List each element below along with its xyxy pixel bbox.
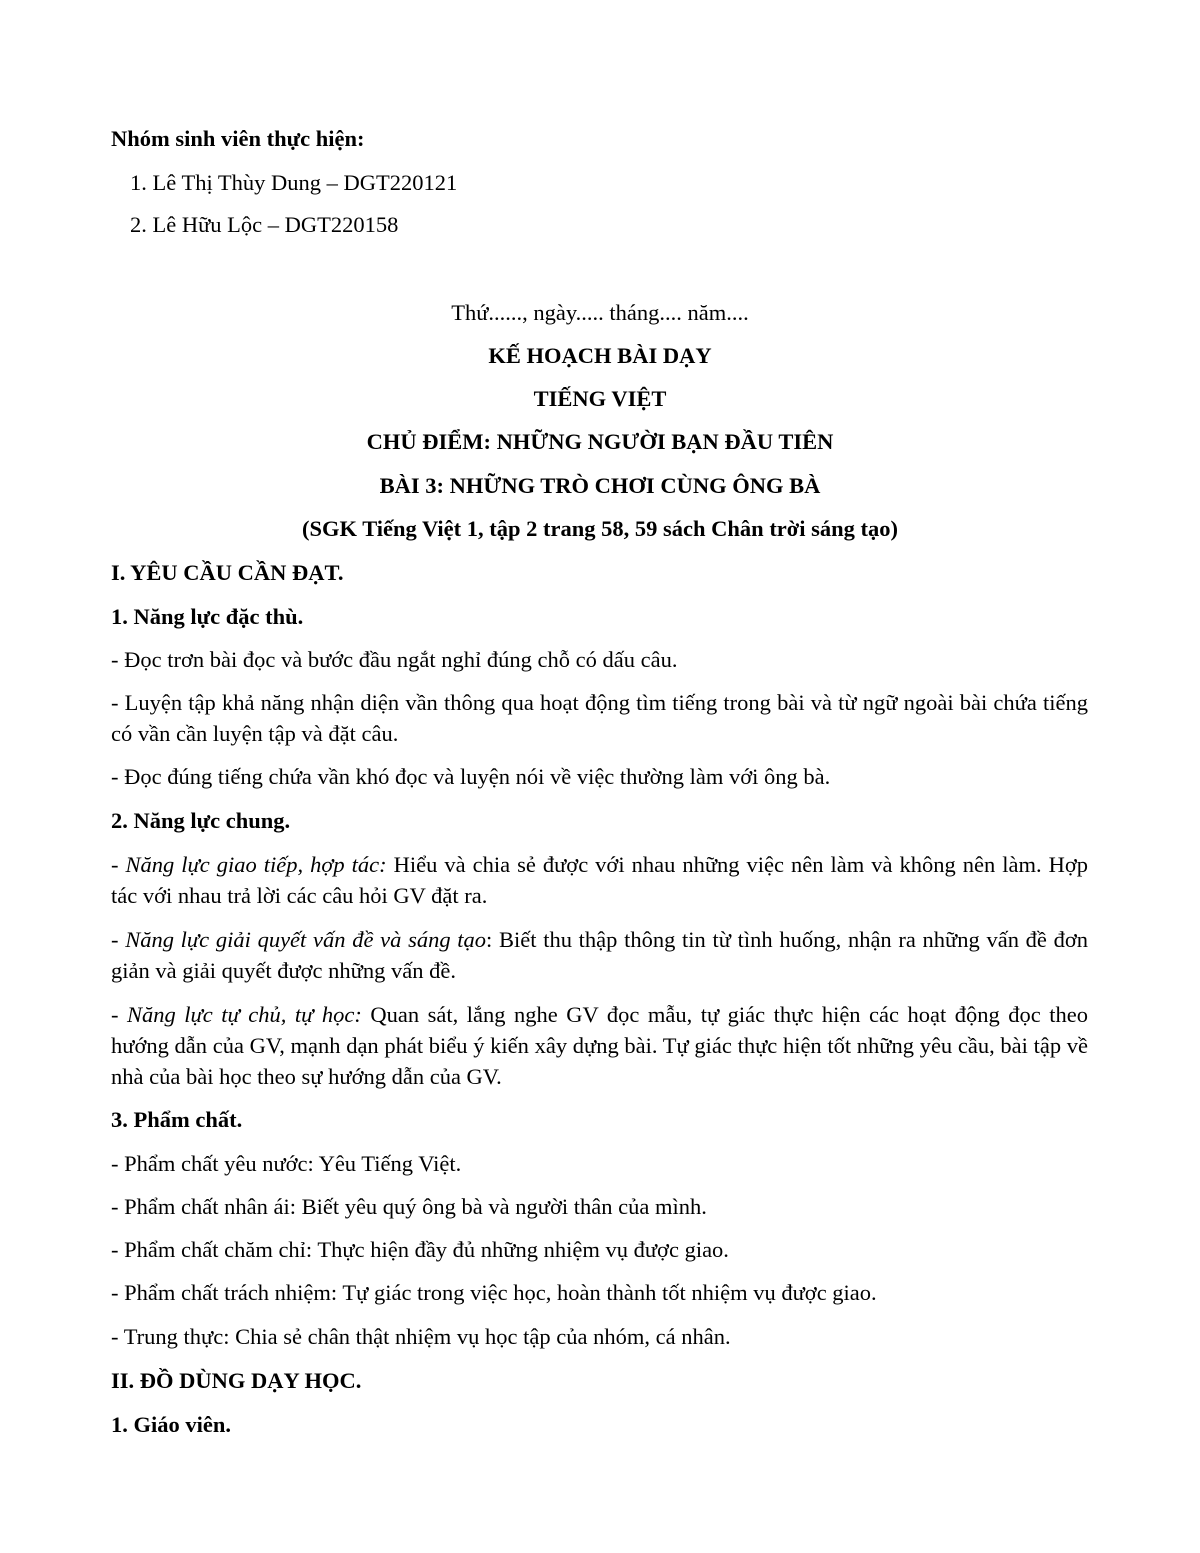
list-item: - Trung thực: Chia sẻ chân thật nhiệm vụ học tập của nhóm, cá nhân. <box>111 1324 731 1349</box>
subject-title: TIẾNG VIỆT <box>533 386 667 411</box>
item-text: Quan sát, lắng nghe GV đọc mẫu, tự giác thực hiện các hoạt động đọc theo hướng dẫn của GV, mạnh dạn phát biểu ý kiến xây dựng bài. Tự giác thực hiện tốt những yêu cầu, bài tập về nhà của bài học theo sự hướng dẫn của GV. <box>111 1002 1088 1089</box>
theme-title: CHỦ ĐIỂM: NHỮNG NGƯỜI BẠN ĐẦU TIÊN <box>366 429 834 454</box>
source-line: (SGK Tiếng Việt 1, tập 2 trang 58, 59 sách Chân trời sáng tạo) <box>301 516 899 541</box>
subsection-heading: 2. Năng lực chung. <box>111 808 291 833</box>
list-item: - Phẩm chất trách nhiệm: Tự giác trong việc học, hoàn thành tốt nhiệm vụ được giao. <box>111 1280 877 1305</box>
item-text: : Biết thu thập thông tin từ tình huống, nhận ra những vấn đề đơn giản và giải quyết được những vấn đề. <box>111 927 1088 983</box>
list-item: - Phẩm chất nhân ái: Biết yêu quý ông bà và người thân của mình. <box>111 1194 707 1219</box>
list-item: - Phẩm chất yêu nước: Yêu Tiếng Việt. <box>111 1151 462 1176</box>
subsection-heading: 1. Giáo viên. <box>111 1412 232 1437</box>
subsection-heading: 1. Năng lực đặc thù. <box>111 604 304 629</box>
list-item: - Đọc trơn bài đọc và bước đầu ngắt nghỉ đúng chỗ có dấu câu. <box>111 647 678 672</box>
list-item <box>111 924 1088 986</box>
subsection-heading: 3. Phẩm chất. <box>111 1107 243 1132</box>
item-label: - Năng lực giao tiếp, hợp tác: <box>111 852 387 877</box>
item-label: - Năng lực giải quyết vấn đề và sáng tạo <box>111 927 487 952</box>
list-item: - Phẩm chất chăm chỉ: Thực hiện đầy đủ những nhiệm vụ được giao. <box>111 1237 729 1262</box>
section-heading: II. ĐỒ DÙNG DẠY HỌC. <box>111 1368 362 1393</box>
item-label: - Năng lực tự chủ, tự học: <box>111 1002 362 1027</box>
date-line: Thứ......, ngày..... tháng.... năm.... <box>451 300 749 325</box>
list-item: - Luyện tập khả năng nhận diện vần thông qua hoạt động tìm tiếng trong bài và từ ngữ ngoài bài chứa tiếng có vần cần luyện tập và đặt câu. <box>111 690 1088 746</box>
item-text: Hiểu và chia sẻ được với nhau những việc nên làm và không nên làm. Hợp tác với nhau trả lời các câu hỏi GV đặt ra. <box>111 852 1088 908</box>
lesson-title: BÀI 3: NHỮNG TRÒ CHƠI CÙNG ÔNG BÀ <box>379 473 821 498</box>
list-item <box>111 849 1088 911</box>
member-item: 1. Lê Thị Thùy Dung – DGT220121 <box>130 170 458 195</box>
section-heading: I. YÊU CẦU CẦN ĐẠT. <box>111 560 344 585</box>
group-title: Nhóm sinh viên thực hiện: <box>111 126 365 151</box>
list-item: - Đọc đúng tiếng chứa vần khó đọc và luyện nói về việc thường làm với ông bà. <box>111 764 831 789</box>
list-item <box>111 999 1088 1092</box>
member-item: 2. Lê Hữu Lộc – DGT220158 <box>130 212 399 237</box>
plan-title: KẾ HOẠCH BÀI DẠY <box>488 343 712 368</box>
